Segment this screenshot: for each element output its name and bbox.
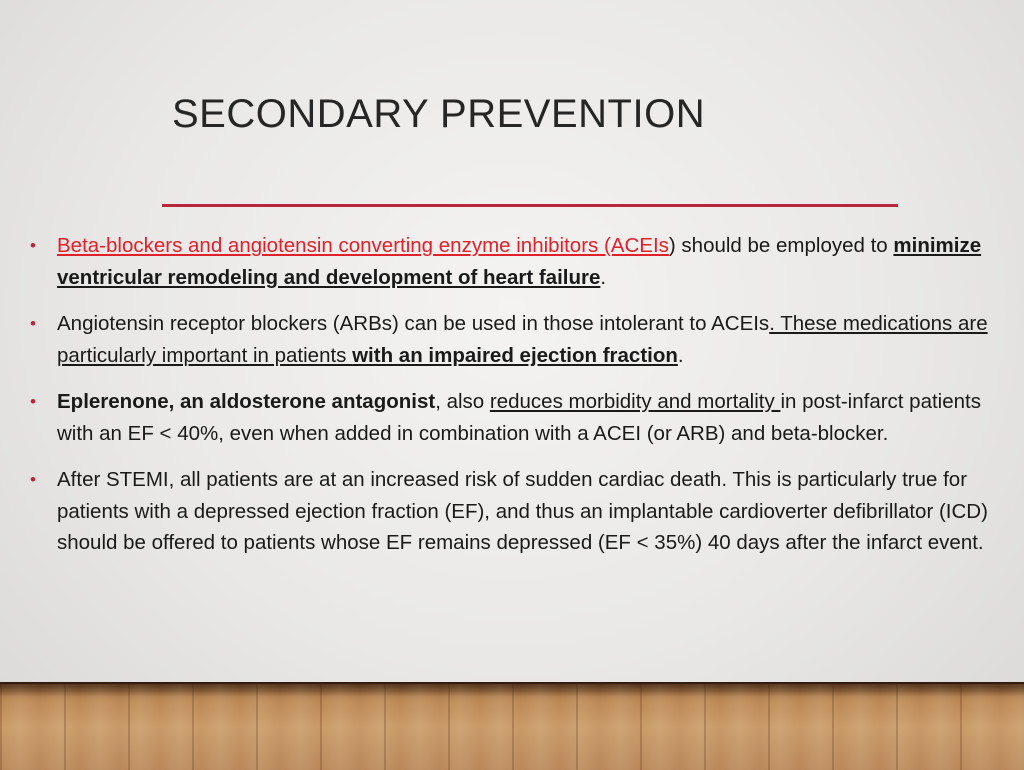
bullet-text: reduces morbidity and mortality xyxy=(489,390,781,413)
bullet-dot-icon: • xyxy=(30,314,36,333)
bullet-text: ) should be employed to xyxy=(668,234,894,257)
bullet-list xyxy=(30,230,1015,574)
bullet-item xyxy=(30,308,1015,371)
floor-shadow xyxy=(0,682,1024,696)
bullet-text: minimize ventricular remodeling and development of heart failure xyxy=(57,234,982,289)
bullet-dot-icon: • xyxy=(30,392,36,411)
bullet-item xyxy=(30,386,1015,449)
bullet-text: with an impaired ejection fraction xyxy=(352,343,678,367)
slide-title: SECONDARY PREVENTION xyxy=(172,92,706,136)
bullet-text: . xyxy=(677,343,684,367)
bullet-text: . These medications are particularly important in patients xyxy=(57,312,988,367)
bullet-text: After STEMI, all patients are at an increased risk of sudden cardiac death. This is particularly true for patients with a depressed ejection fraction (EF), and thus an implantable cardioverter defibrillator (ICD) should be offered to patients whose EF remains depressed (EF < 35%) 40 days after the infarct event. xyxy=(57,468,988,554)
bullet-text: Eplerenone, an aldosterone antagonist xyxy=(57,390,436,413)
bullet-text: , also xyxy=(435,390,490,413)
bullet-dot-icon: • xyxy=(30,236,36,255)
bullet-item xyxy=(30,464,1015,559)
bullet-dot-icon: • xyxy=(30,470,36,489)
bullet-text: . xyxy=(600,265,607,289)
bullet-text: Angiotensin receptor blockers (ARBs) can be used in those intolerant to ACEIs xyxy=(57,312,770,335)
bullet-link-text[interactable]: Beta-blockers and angiotensin converting enzyme inhibitors (ACEIs xyxy=(57,234,669,257)
bullet-text: in post-infarct patients with an EF < 40%, even when added in combination with a ACEI (or ARB) and beta-blocker. xyxy=(57,390,981,445)
bullet-item xyxy=(30,230,1015,293)
title-divider xyxy=(162,204,898,207)
